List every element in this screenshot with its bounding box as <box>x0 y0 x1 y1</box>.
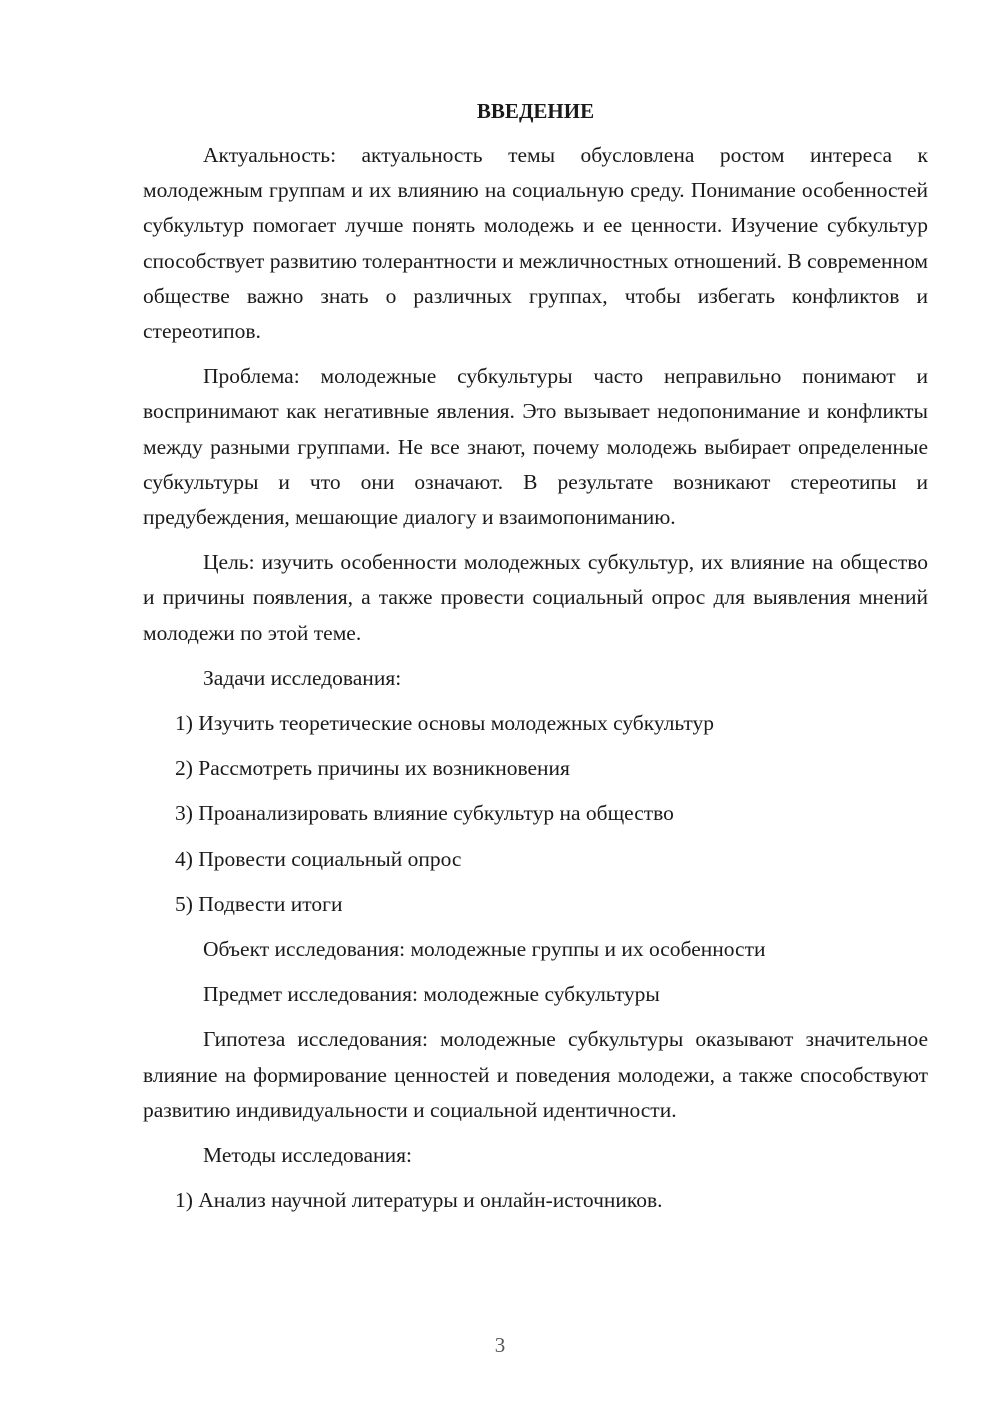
methods-list <box>143 1183 928 1218</box>
list-item: 1) Изучить теоретические основы молодежных субкультур <box>175 711 715 736</box>
page-title: ВВЕДЕНИЕ <box>476 99 595 123</box>
methods-heading: Методы исследования: <box>203 1143 412 1168</box>
tasks-list <box>143 706 928 922</box>
hypothesis-paragraph: Гипотеза исследования: молодежные субкультуры оказывают значительное влияние на формирование ценностей и поведения молодежи, а также способствуют развитию индивидуальности и социальной идентичности. <box>143 1027 928 1122</box>
list-item: 2) Рассмотреть причины их возникновения <box>175 756 570 781</box>
problem-paragraph: Проблема: молодежные субкультуры часто неправильно понимают и воспринимают как негативные явления. Это вызывает недопонимание и конфликты между разными группами. Не все знают, почему молодежь выбирает определенные субкультуры и что они означают. В результате возникают стереотипы и предубеждения, мешающие диалогу и взаимопониманию. <box>143 364 928 530</box>
subject-paragraph: Предмет исследования: молодежные субкультуры <box>203 982 660 1007</box>
list-item: 3) Проанализировать влияние субкультур на общество <box>175 801 674 826</box>
object-paragraph: Объект исследования: молодежные группы и их особенности <box>203 937 766 962</box>
tasks-heading: Задачи исследования: <box>203 665 402 690</box>
document-page <box>143 96 928 1228</box>
list-item: 5) Подвести итоги <box>175 891 343 916</box>
relevance-paragraph: Актуальность: актуальность темы обусловлена ростом интереса к молодежным группам и их влиянию на социальную среду. Понимание особенностей субкультур помогает лучше понять молодежь и ее ценности. Изучение субкультур способствует развитию толерантности и межличностных отношений. В современном обществе важно знать о различных группах, чтобы избегать конфликтов и стереотипов. <box>143 143 928 344</box>
list-item: 4) Провести социальный опрос <box>175 846 462 871</box>
goal-paragraph: Цель: изучить особенности молодежных субкультур, их влияние на общество и причины появления, а также провести социальный опрос для выявления мнений молодежи по этой теме. <box>143 550 928 645</box>
list-item: 1) Анализ научной литературы и онлайн-источников. <box>175 1188 663 1213</box>
page-number: 3 <box>494 1333 506 1357</box>
